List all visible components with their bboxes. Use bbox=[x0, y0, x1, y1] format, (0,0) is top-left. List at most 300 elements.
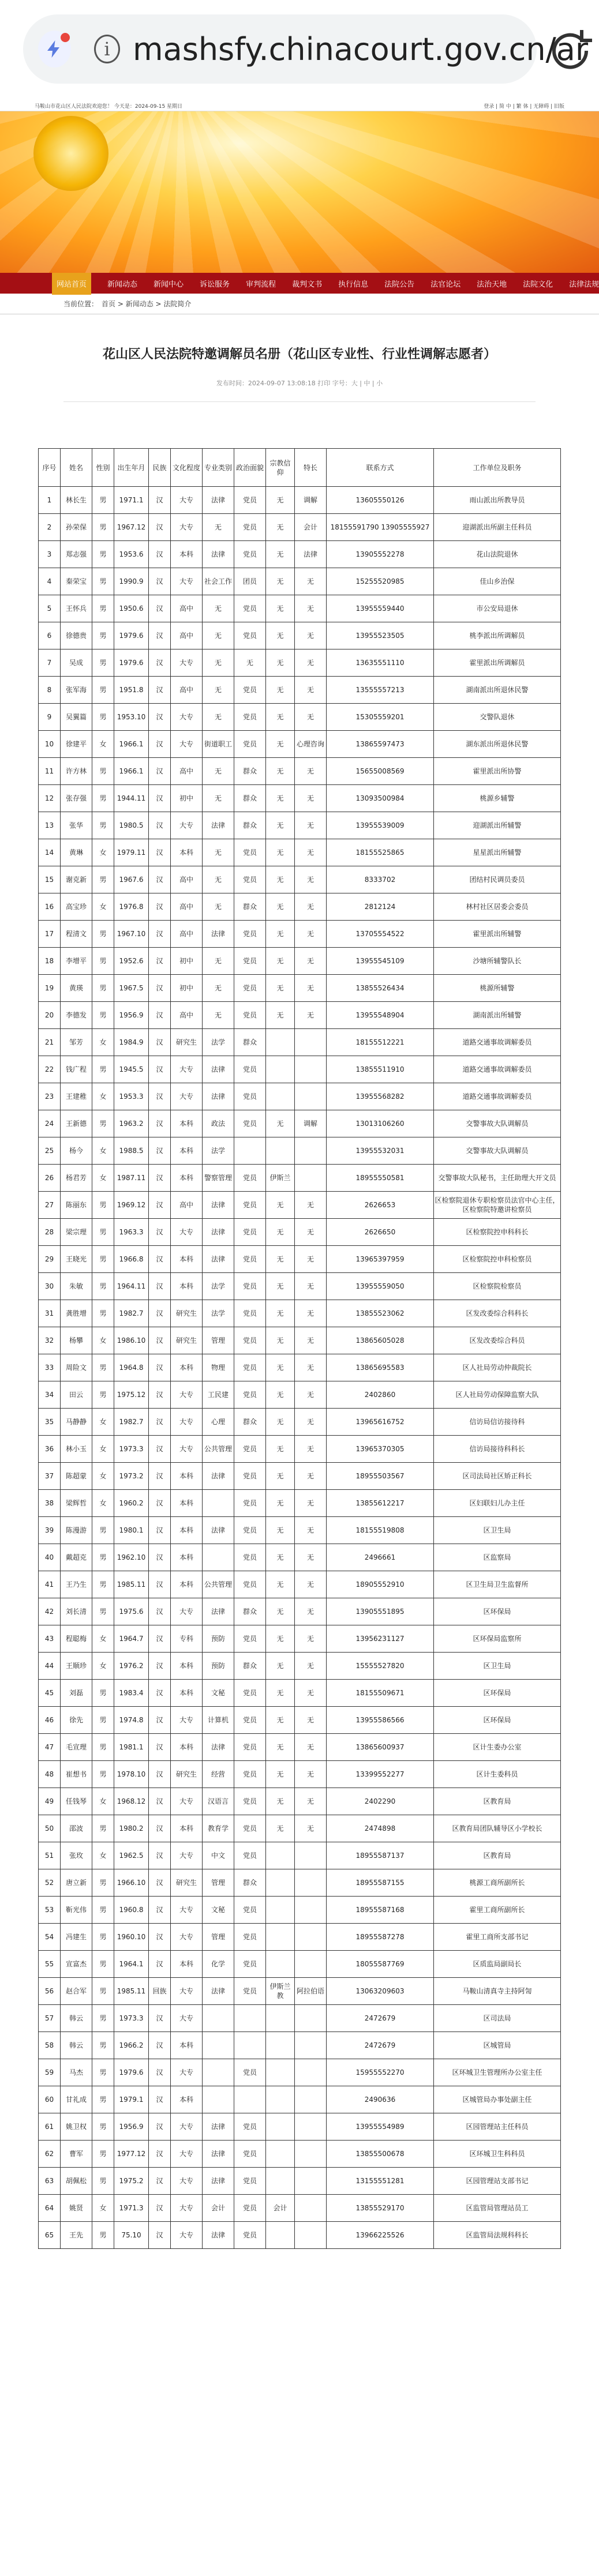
table-cell: 汉 bbox=[149, 1598, 171, 1625]
table-cell: 党员 bbox=[234, 704, 266, 731]
table-cell: 2626650 bbox=[327, 1219, 434, 1246]
table-cell: 本科 bbox=[171, 1734, 203, 1761]
table-cell: 无 bbox=[234, 649, 266, 677]
table-cell bbox=[295, 1924, 327, 1951]
table-cell: 王晓光 bbox=[61, 1246, 92, 1273]
table-row bbox=[39, 541, 561, 568]
table-cell: 高中 bbox=[171, 1192, 203, 1219]
breadcrumb-path[interactable]: 首页 > 新闻动态 > 法院简介 bbox=[102, 300, 192, 308]
table-row bbox=[39, 622, 561, 649]
table-cell: 1969.12 bbox=[114, 1192, 149, 1219]
table-cell: 22 bbox=[39, 1056, 61, 1083]
nav-item[interactable]: 法官论坛 bbox=[430, 280, 461, 289]
table-cell: 男 bbox=[92, 622, 114, 649]
table-cell: 汉语言 bbox=[203, 1788, 234, 1815]
nav-item[interactable]: 新闻动态 bbox=[107, 280, 138, 289]
table-cell: 无 bbox=[266, 893, 295, 921]
table-cell: 汉 bbox=[149, 1517, 171, 1544]
table-cell: 15 bbox=[39, 866, 61, 893]
table-cell: 女 bbox=[92, 1409, 114, 1436]
table-cell: 64 bbox=[39, 2195, 61, 2222]
table-cell: 13855511910 bbox=[327, 1056, 434, 1083]
table-cell bbox=[203, 1490, 234, 1517]
table-cell: 汉 bbox=[149, 2113, 171, 2141]
table-cell: 王新德 bbox=[61, 1110, 92, 1137]
nav-item-home[interactable]: 网站首页 bbox=[52, 272, 91, 295]
info-icon[interactable]: i bbox=[94, 35, 120, 63]
table-cell: 心理 bbox=[203, 1409, 234, 1436]
table-cell: 汉 bbox=[149, 1653, 171, 1680]
table-cell bbox=[266, 1029, 295, 1056]
table-cell: 汉 bbox=[149, 1544, 171, 1571]
reload-icon[interactable] bbox=[541, 22, 599, 80]
table-cell: 1982.7 bbox=[114, 1409, 149, 1436]
table-cell: 区人社局劳动保障监察大队 bbox=[434, 1381, 561, 1409]
table-cell: 1962.10 bbox=[114, 1544, 149, 1571]
table-cell: 党员 bbox=[234, 1436, 266, 1463]
table-cell: 1971.1 bbox=[114, 487, 149, 514]
table-cell: 区检察院控申科科长 bbox=[434, 1219, 561, 1246]
table-cell bbox=[266, 1842, 295, 1869]
table-cell: 1960.2 bbox=[114, 1490, 149, 1517]
table-cell: 无 bbox=[295, 1381, 327, 1409]
table-cell: 法学 bbox=[203, 1273, 234, 1300]
welcome-text: 马鞍山市花山区人民法院欢迎您！ 今天是：2024-09-15 星期日 bbox=[35, 104, 183, 110]
table-cell: 无 bbox=[266, 704, 295, 731]
table-cell: 46 bbox=[39, 1707, 61, 1734]
table-cell: 无 bbox=[295, 568, 327, 595]
address-bar[interactable] bbox=[23, 14, 589, 84]
nav-item[interactable]: 审判流程 bbox=[246, 280, 276, 289]
table-cell: 无 bbox=[295, 866, 327, 893]
table-cell: 法学 bbox=[203, 1137, 234, 1165]
table-cell: 13955568282 bbox=[327, 1083, 434, 1110]
table-cell: 1967.12 bbox=[114, 514, 149, 541]
table-cell: 党员 bbox=[234, 2141, 266, 2168]
table-cell: 女 bbox=[92, 1327, 114, 1354]
table-cell: 男 bbox=[92, 514, 114, 541]
table-cell: 无 bbox=[266, 1544, 295, 1571]
table-cell: 13605550126 bbox=[327, 487, 434, 514]
table-cell: 朱敏 bbox=[61, 1273, 92, 1300]
table-cell: 13855529170 bbox=[327, 2195, 434, 2222]
table-cell: 高中 bbox=[171, 866, 203, 893]
table-row bbox=[39, 1680, 561, 1707]
table-cell: 18155519808 bbox=[327, 1517, 434, 1544]
column-header: 序号 bbox=[39, 449, 61, 487]
table-cell: 群众 bbox=[234, 893, 266, 921]
table-cell: 无 bbox=[266, 1354, 295, 1381]
table-cell: 法律 bbox=[203, 1219, 234, 1246]
table-row bbox=[39, 812, 561, 839]
table-cell: 1979.1 bbox=[114, 2086, 149, 2113]
table-cell: 1953.10 bbox=[114, 704, 149, 731]
table-row bbox=[39, 948, 561, 975]
table-cell: 区人社局劳动仲裁院长 bbox=[434, 1354, 561, 1381]
table-cell: 15555527820 bbox=[327, 1653, 434, 1680]
table-cell: 大专 bbox=[171, 1897, 203, 1924]
table-cell: 大专 bbox=[171, 2113, 203, 2141]
table-cell: 党员 bbox=[234, 1463, 266, 1490]
table-cell: 区教育局团队辅导区小学校长 bbox=[434, 1815, 561, 1842]
column-header: 宗教信仰 bbox=[266, 449, 295, 487]
table-cell: 马鞍山清真寺主持阿訇 bbox=[434, 1978, 561, 2005]
table-cell: 39 bbox=[39, 1517, 61, 1544]
table-cell: 无 bbox=[266, 514, 295, 541]
table-cell: 党员 bbox=[234, 2222, 266, 2249]
nav-item[interactable]: 法院公告 bbox=[384, 280, 415, 289]
table-cell: 男 bbox=[92, 1869, 114, 1897]
table-cell bbox=[234, 2005, 266, 2032]
table-cell: 大专 bbox=[171, 2141, 203, 2168]
table-cell: 无 bbox=[295, 1815, 327, 1842]
table-row bbox=[39, 1598, 561, 1625]
table-cell: 党员 bbox=[234, 1002, 266, 1029]
table-cell: 杨君芳 bbox=[61, 1165, 92, 1192]
table-cell bbox=[266, 1137, 295, 1165]
table-cell: 12 bbox=[39, 785, 61, 812]
table-cell: 徐先 bbox=[61, 1707, 92, 1734]
table-row bbox=[39, 1788, 561, 1815]
nav-item[interactable]: 法治天地 bbox=[477, 280, 507, 289]
column-header: 姓名 bbox=[61, 449, 92, 487]
table-cell: 27 bbox=[39, 1192, 61, 1219]
table-cell: 法律 bbox=[203, 812, 234, 839]
table-cell: 男 bbox=[92, 2222, 114, 2249]
table-cell: 党员 bbox=[234, 1761, 266, 1788]
table-cell: 女 bbox=[92, 1653, 114, 1680]
table-cell: 男 bbox=[92, 1273, 114, 1300]
table-cell: 女 bbox=[92, 839, 114, 866]
table-cell: 18955587278 bbox=[327, 1924, 434, 1951]
table-cell: 无 bbox=[266, 1490, 295, 1517]
table-cell: 无 bbox=[266, 1246, 295, 1273]
table-cell: 1979.6 bbox=[114, 2059, 149, 2086]
table-cell: 31 bbox=[39, 1300, 61, 1327]
table-cell bbox=[266, 2059, 295, 2086]
table-cell: 教育学 bbox=[203, 1815, 234, 1842]
table-cell: 女 bbox=[92, 1842, 114, 1869]
table-cell: 区计生委科员 bbox=[434, 1761, 561, 1788]
table-row bbox=[39, 1083, 561, 1110]
table-cell: 高中 bbox=[171, 1002, 203, 1029]
table-cell: 无 bbox=[266, 541, 295, 568]
table-cell: 初中 bbox=[171, 975, 203, 1002]
column-header: 特长 bbox=[295, 449, 327, 487]
table-cell: 霍里工商所支部书记 bbox=[434, 1924, 561, 1951]
table-cell bbox=[234, 2086, 266, 2113]
table-cell: 马杰 bbox=[61, 2059, 92, 2086]
breadcrumb bbox=[0, 294, 599, 314]
table-cell: 男 bbox=[92, 2059, 114, 2086]
table-cell bbox=[295, 2086, 327, 2113]
table-cell: 1966.1 bbox=[114, 731, 149, 758]
table-row bbox=[39, 568, 561, 595]
table-cell: 党员 bbox=[234, 1273, 266, 1300]
table-cell: 党员 bbox=[234, 2113, 266, 2141]
table-row bbox=[39, 1653, 561, 1680]
table-cell bbox=[266, 1951, 295, 1978]
table-cell: 公共管理 bbox=[203, 1571, 234, 1598]
table-cell bbox=[266, 2005, 295, 2032]
table-cell: 15305559201 bbox=[327, 704, 434, 731]
table-cell: 研究生 bbox=[171, 1327, 203, 1354]
table-cell: 许方林 bbox=[61, 758, 92, 785]
court-emblem bbox=[33, 116, 108, 191]
table-cell: 计算机 bbox=[203, 1707, 234, 1734]
table-cell: 无 bbox=[266, 1815, 295, 1842]
table-cell bbox=[295, 1056, 327, 1083]
table-cell: 梁辉哲 bbox=[61, 1490, 92, 1517]
table-cell: 无 bbox=[266, 1436, 295, 1463]
table-cell: 区计生委办公室 bbox=[434, 1734, 561, 1761]
table-cell: 党员 bbox=[234, 2195, 266, 2222]
table-cell: 13865600937 bbox=[327, 1734, 434, 1761]
table-row bbox=[39, 1354, 561, 1381]
table-cell: 49 bbox=[39, 1788, 61, 1815]
table-cell: 区司法局社区矫正科长 bbox=[434, 1463, 561, 1490]
table-cell: 无 bbox=[266, 649, 295, 677]
table-cell: 汉 bbox=[149, 1680, 171, 1707]
table-cell: 48 bbox=[39, 1761, 61, 1788]
table-cell: 无 bbox=[266, 1463, 295, 1490]
table-cell: 18155591790 13905555927 bbox=[327, 514, 434, 541]
table-cell: 汉 bbox=[149, 1788, 171, 1815]
table-cell: 无 bbox=[266, 948, 295, 975]
table-cell: 13555557213 bbox=[327, 677, 434, 704]
table-cell: 无 bbox=[295, 1409, 327, 1436]
table-cell: 男 bbox=[92, 487, 114, 514]
table-cell: 党员 bbox=[234, 839, 266, 866]
table-cell: 本科 bbox=[171, 1517, 203, 1544]
table-cell: 汉 bbox=[149, 568, 171, 595]
table-cell: 女 bbox=[92, 1083, 114, 1110]
table-cell: 16 bbox=[39, 893, 61, 921]
table-cell: 18055587769 bbox=[327, 1951, 434, 1978]
table-cell: 男 bbox=[92, 758, 114, 785]
table-row bbox=[39, 921, 561, 948]
table-cell: 无 bbox=[295, 1653, 327, 1680]
table-cell: 男 bbox=[92, 704, 114, 731]
table-cell: 13093500984 bbox=[327, 785, 434, 812]
table-row bbox=[39, 1924, 561, 1951]
table-cell: 汉 bbox=[149, 785, 171, 812]
table-cell: 汉 bbox=[149, 1436, 171, 1463]
table-cell: 10 bbox=[39, 731, 61, 758]
table-cell: 汉 bbox=[149, 1951, 171, 1978]
table-cell: 1988.5 bbox=[114, 1137, 149, 1165]
table-cell: 法律 bbox=[203, 487, 234, 514]
table-cell: 化学 bbox=[203, 1951, 234, 1978]
table-cell: 陈丽东 bbox=[61, 1192, 92, 1219]
table-cell: 群众 bbox=[234, 1869, 266, 1897]
table-row bbox=[39, 1761, 561, 1788]
table-cell: 汉 bbox=[149, 975, 171, 1002]
table-cell: 1987.11 bbox=[114, 1165, 149, 1192]
nav-item[interactable]: 执行信息 bbox=[338, 280, 369, 289]
table-row bbox=[39, 1734, 561, 1761]
table-cell: 无 bbox=[266, 1571, 295, 1598]
table-cell: 15955552270 bbox=[327, 2059, 434, 2086]
table-cell: 1967.6 bbox=[114, 866, 149, 893]
nav-item[interactable]: 新闻中心 bbox=[154, 280, 184, 289]
table-cell: 58 bbox=[39, 2032, 61, 2059]
table-cell: 党员 bbox=[234, 1897, 266, 1924]
table-cell: 18155509671 bbox=[327, 1680, 434, 1707]
table-cell: 党员 bbox=[234, 1300, 266, 1327]
table-cell: 男 bbox=[92, 1734, 114, 1761]
table-cell: 杨今 bbox=[61, 1137, 92, 1165]
table-cell: 高中 bbox=[171, 893, 203, 921]
table-cell: 法律 bbox=[203, 2168, 234, 2195]
table-cell bbox=[295, 1029, 327, 1056]
table-cell: 无 bbox=[295, 1707, 327, 1734]
table-cell: 无 bbox=[295, 1219, 327, 1246]
table-cell: 13705554522 bbox=[327, 921, 434, 948]
table-cell: 30 bbox=[39, 1273, 61, 1300]
table-cell: 党员 bbox=[234, 677, 266, 704]
page-title: 花山区人民法院特邀调解员名册（花山区专业性、行业性调解志愿者） bbox=[102, 347, 496, 362]
table-cell: 黄琳 bbox=[61, 839, 92, 866]
table-cell: 汉 bbox=[149, 839, 171, 866]
breadcrumb-label: 当前位置： bbox=[63, 300, 99, 308]
table-row bbox=[39, 1463, 561, 1490]
url-text[interactable]: mashsfy.chinacourt.gov.cn/ar bbox=[133, 31, 589, 67]
table-cell: 45 bbox=[39, 1680, 61, 1707]
table-cell: 13855612217 bbox=[327, 1490, 434, 1517]
table-cell: 党员 bbox=[234, 1734, 266, 1761]
table-cell: 无 bbox=[295, 812, 327, 839]
table-cell: 大专 bbox=[171, 1842, 203, 1869]
table-cell: 张军海 bbox=[61, 677, 92, 704]
table-cell: 桃李派出所调解员 bbox=[434, 622, 561, 649]
table-cell: 霍里派出所辅警 bbox=[434, 921, 561, 948]
table-cell: 26 bbox=[39, 1165, 61, 1192]
table-cell: 迎湖派出所辅警 bbox=[434, 812, 561, 839]
table-cell: 赵合军 bbox=[61, 1978, 92, 2005]
table-cell: 2 bbox=[39, 514, 61, 541]
table-cell: 4 bbox=[39, 568, 61, 595]
table-cell: 男 bbox=[92, 1598, 114, 1625]
table-cell: 大专 bbox=[171, 514, 203, 541]
mediator-table bbox=[38, 448, 561, 2249]
table-cell: 区发改委综合科科长 bbox=[434, 1300, 561, 1327]
table-cell: 郑志强 bbox=[61, 541, 92, 568]
table-cell: 姚贤 bbox=[61, 2195, 92, 2222]
table-cell: 汉 bbox=[149, 487, 171, 514]
table-cell: 1981.1 bbox=[114, 1734, 149, 1761]
table-cell bbox=[295, 2195, 327, 2222]
table-cell: 汉 bbox=[149, 1842, 171, 1869]
table-cell: 男 bbox=[92, 1761, 114, 1788]
table-cell: 区监管局管理站员工 bbox=[434, 2195, 561, 2222]
table-cell: 男 bbox=[92, 2032, 114, 2059]
table-cell: 1952.6 bbox=[114, 948, 149, 975]
table-cell: 靳光伟 bbox=[61, 1897, 92, 1924]
table-cell: 党员 bbox=[234, 1571, 266, 1598]
table-row bbox=[39, 2032, 561, 2059]
table-cell: 1976.2 bbox=[114, 1653, 149, 1680]
table-cell: 无 bbox=[295, 1490, 327, 1517]
table-cell: 林小玉 bbox=[61, 1436, 92, 1463]
table-cell: 13955548904 bbox=[327, 1002, 434, 1029]
table-cell: 大专 bbox=[171, 568, 203, 595]
table-cell: 党员 bbox=[234, 1517, 266, 1544]
table-cell: 13965397959 bbox=[327, 1246, 434, 1273]
table-cell: 会计 bbox=[203, 2195, 234, 2222]
table-cell: 汉 bbox=[149, 677, 171, 704]
table-cell bbox=[295, 1897, 327, 1924]
table-cell: 18955503567 bbox=[327, 1463, 434, 1490]
table-cell bbox=[295, 2005, 327, 2032]
table-cell: 无 bbox=[266, 622, 295, 649]
table-cell: 14 bbox=[39, 839, 61, 866]
table-cell: 无 bbox=[203, 595, 234, 622]
nav-item[interactable]: 法院文化 bbox=[523, 280, 553, 289]
table-cell: 大专 bbox=[171, 2222, 203, 2249]
table-cell: 党员 bbox=[234, 1219, 266, 1246]
table-cell: 法律 bbox=[203, 1083, 234, 1110]
table-cell: 团结村民调员委员 bbox=[434, 866, 561, 893]
table-row bbox=[39, 1002, 561, 1029]
table-cell: 党员 bbox=[234, 1083, 266, 1110]
nav-item[interactable]: 裁判文书 bbox=[292, 280, 323, 289]
table-cell: 13855523062 bbox=[327, 1300, 434, 1327]
table-cell: 2472679 bbox=[327, 2032, 434, 2059]
topbar-links[interactable]: 登录 | 简 中 | 繁 体 | 无障碍 | 旧版 bbox=[484, 104, 564, 110]
table-cell: 38 bbox=[39, 1490, 61, 1517]
table-cell: 李增平 bbox=[61, 948, 92, 975]
table-cell: 汉 bbox=[149, 2195, 171, 2222]
table-cell: 伊斯兰教 bbox=[266, 1978, 295, 2005]
table-cell: 无 bbox=[295, 785, 327, 812]
table-cell: 57 bbox=[39, 2005, 61, 2032]
table-cell: 区环城卫生管理所办公室主任 bbox=[434, 2059, 561, 2086]
table-cell: 汉 bbox=[149, 1761, 171, 1788]
nav-item[interactable]: 诉讼服务 bbox=[200, 280, 230, 289]
column-header: 联系方式 bbox=[327, 449, 434, 487]
table-cell: 男 bbox=[92, 1192, 114, 1219]
table-cell: 女 bbox=[92, 2195, 114, 2222]
table-cell: 47 bbox=[39, 1734, 61, 1761]
table-body bbox=[39, 487, 561, 2249]
table-cell bbox=[266, 1083, 295, 1110]
table-cell: 大专 bbox=[171, 487, 203, 514]
table-row bbox=[39, 1951, 561, 1978]
table-cell: 63 bbox=[39, 2168, 61, 2195]
table-cell: 男 bbox=[92, 1680, 114, 1707]
table-cell: 男 bbox=[92, 1056, 114, 1083]
table-cell: 1 bbox=[39, 487, 61, 514]
table-cell: 男 bbox=[92, 2113, 114, 2141]
table-cell: 区园管理站主任科员 bbox=[434, 2113, 561, 2141]
table-cell: 无 bbox=[266, 1219, 295, 1246]
nav-item[interactable]: 法律法规 bbox=[569, 280, 599, 289]
table-cell: 汉 bbox=[149, 1381, 171, 1409]
table-cell: 40 bbox=[39, 1544, 61, 1571]
table-row bbox=[39, 677, 561, 704]
table-cell: 男 bbox=[92, 948, 114, 975]
table-cell: 本科 bbox=[171, 1110, 203, 1137]
table-cell: 36 bbox=[39, 1436, 61, 1463]
table-cell: 无 bbox=[295, 758, 327, 785]
table-cell: 本科 bbox=[171, 2032, 203, 2059]
table-cell: 1964.1 bbox=[114, 1951, 149, 1978]
table-cell: 区园管理站支部书记 bbox=[434, 2168, 561, 2195]
lightning-icon bbox=[44, 39, 65, 59]
table-cell bbox=[266, 2032, 295, 2059]
table-cell: 无 bbox=[266, 1598, 295, 1625]
